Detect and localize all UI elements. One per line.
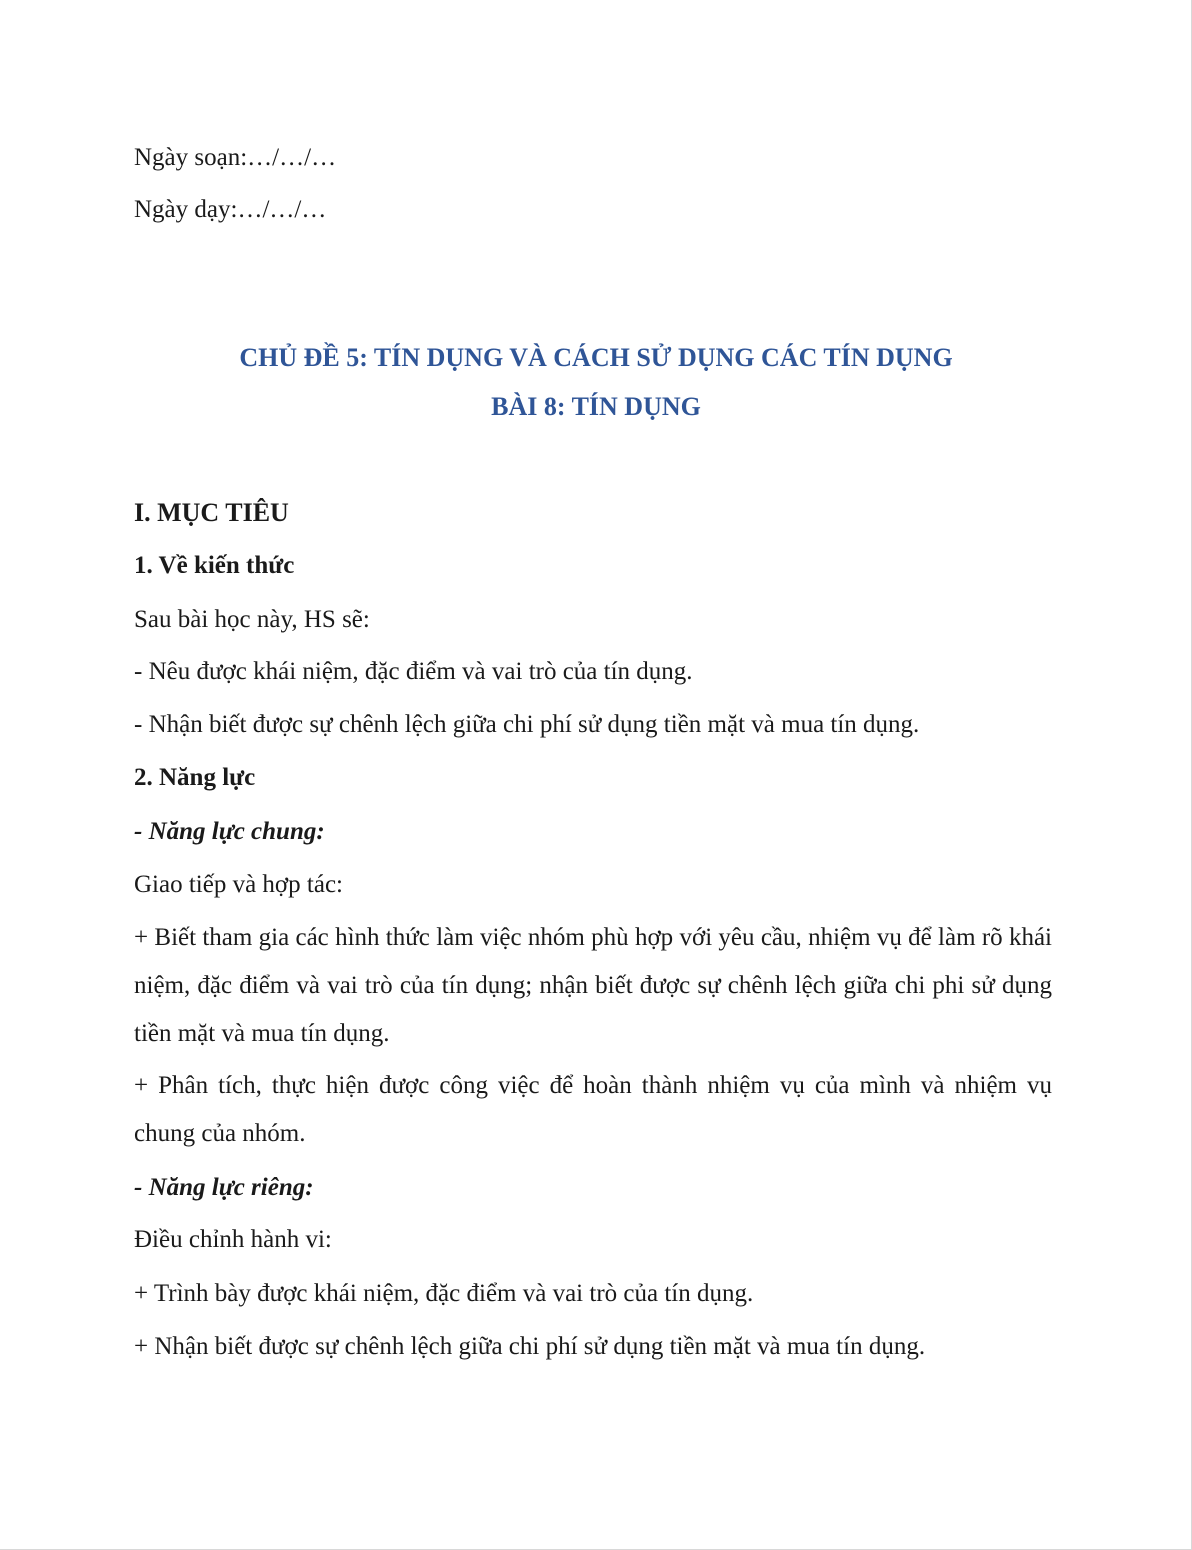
nang-luc-rieng-sub: Điều chỉnh hành vi: xyxy=(134,1226,332,1253)
nang-luc-rieng-item-2: + Nhận biết được sự chênh lệch giữa chi phí sử dụng tiền mặt và mua tín dụng. xyxy=(134,1333,926,1360)
kien-thuc-item-2: - Nhận biết được sự chênh lệch giữa chi phí sử dụng tiền mặt và mua tín dụng. xyxy=(134,711,920,738)
topic-title: CHỦ ĐỀ 5: TÍN DỤNG VÀ CÁCH SỬ DỤNG CÁC TÍN DỤNG xyxy=(239,343,953,372)
nang-luc-rieng-item-1: + Trình bày được khái niệm, đặc điểm và vai trò của tín dụng. xyxy=(134,1280,754,1307)
subheading-kien-thuc: 1. Về kiến thức xyxy=(134,552,295,579)
kien-thuc-item-1: - Nêu được khái niệm, đặc điểm và vai trò của tín dụng. xyxy=(134,658,693,685)
nang-luc-chung-heading: - Năng lực chung: xyxy=(134,818,325,845)
subheading-nang-luc: 2. Năng lực xyxy=(134,764,256,791)
lesson-title: BÀI 8: TÍN DỤNG xyxy=(491,392,701,421)
nang-luc-chung-item-2: + Phân tích, thực hiện được công việc để hoàn thành nhiệm vụ của mình và nhiệm vụ chung của nhóm. xyxy=(134,1072,1052,1147)
nang-luc-chung-sub: Giao tiếp và hợp tác: xyxy=(134,871,343,898)
nang-luc-chung-item-1: + Biết tham gia các hình thức làm việc nhóm phù hợp với yêu cầu, nhiệm vụ để làm rõ khái niệm, đặc điểm và vai trò của tín dụng; nhận biết được sự chênh lệch giữa chi phi sử dụng tiền mặt và mua tín dụng. xyxy=(134,924,1052,1047)
ngay-day: Ngày dạy:…/…/… xyxy=(134,196,327,223)
ngay-soan: Ngày soạn:…/…/… xyxy=(134,144,337,171)
kien-thuc-intro: Sau bài học này, HS sẽ: xyxy=(134,606,370,633)
nang-luc-rieng-heading: - Năng lực riêng: xyxy=(134,1174,314,1201)
section-heading-muc-tieu: I. MỤC TIÊU xyxy=(134,498,289,527)
